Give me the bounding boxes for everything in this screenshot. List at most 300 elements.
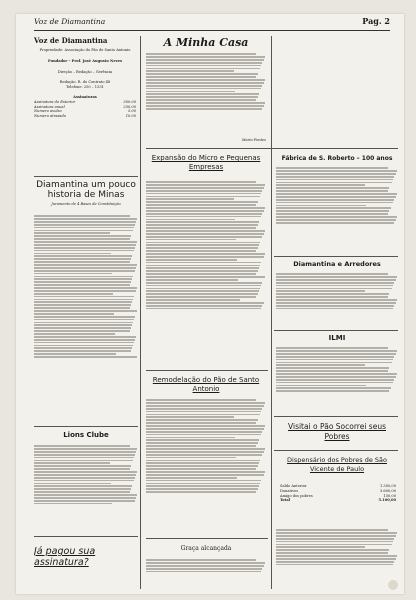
illegible-text-line: [276, 535, 396, 537]
illegible-text-line: [146, 267, 259, 269]
illegible-text-line: [146, 488, 258, 490]
illegible-text-line: [146, 201, 258, 203]
illegible-text-line: [34, 310, 137, 312]
illegible-text-line: [276, 387, 391, 389]
illegible-text-line: [34, 253, 111, 255]
illegible-text-line: [146, 259, 237, 261]
divider: [146, 148, 398, 149]
illegible-text-line: [34, 284, 130, 286]
column-rule-left: [140, 36, 141, 589]
illegible-text-line: [34, 290, 136, 292]
illegible-text-line: [34, 322, 133, 324]
illegible-text-line: [146, 485, 259, 487]
illegible-text-line: [146, 483, 260, 485]
illegible-text-line: [34, 488, 131, 490]
illegible-text-line: [146, 399, 256, 401]
illegible-text-line: [146, 308, 261, 310]
illegible-text-line: [146, 76, 256, 78]
illegible-text-line: [146, 56, 265, 58]
illegible-text-line: [34, 457, 134, 459]
illegible-text-line: [34, 307, 130, 309]
illegible-text-line: [34, 485, 132, 487]
ilmi-title: ILMI: [328, 334, 346, 342]
illegible-text-line: [146, 285, 261, 287]
expansion-body: [146, 180, 266, 366]
illegible-text-line: [276, 182, 392, 184]
divider: [274, 256, 398, 257]
illegible-text-line: [276, 370, 388, 372]
illegible-text-line: [146, 474, 264, 476]
illegible-text-line: [146, 457, 236, 459]
illegible-text-line: [34, 273, 112, 275]
illegible-text-line: [146, 79, 265, 81]
illegible-text-line: [276, 308, 393, 310]
illegible-text-line: [146, 190, 262, 192]
illegible-text-line: [276, 367, 389, 369]
illegible-text-line: [34, 342, 134, 344]
illegible-text-line: [146, 471, 265, 473]
illegible-text-line: [276, 196, 396, 198]
lions-article-body: [34, 444, 138, 532]
illegible-text-line: [276, 290, 365, 292]
illegible-text-line: [34, 494, 137, 496]
masthead-line-2: Direção – Redação – Gerência: [57, 69, 113, 74]
masthead-box: [34, 36, 136, 174]
graca-title: Graça alcançada: [180, 545, 232, 552]
illegible-text-line: [146, 416, 234, 418]
remodel-body: [146, 398, 266, 534]
illegible-text-line: [146, 198, 234, 200]
illegible-text-line: [146, 193, 261, 195]
illegible-text-line: [146, 73, 258, 75]
minas-title: Diamantina um pouco historia de Minas: [36, 180, 136, 200]
illegible-text-line: [146, 422, 256, 424]
masthead-title: Voz de Diamantina: [34, 36, 108, 45]
illegible-text-line: [146, 431, 262, 433]
illegible-text-line: [146, 425, 265, 427]
illegible-text-line: [146, 213, 262, 215]
illegible-text-line: [146, 565, 264, 567]
illegible-text-line: [276, 552, 388, 554]
subscription-reminder: [34, 546, 138, 576]
rate-value: 250.00: [123, 104, 136, 109]
illegible-text-line: [146, 282, 262, 284]
illegible-text-line: [146, 219, 235, 221]
row-value: 5.100,00: [378, 498, 396, 503]
illegible-text-line: [276, 347, 388, 349]
illegible-text-line: [146, 181, 256, 183]
illegible-text-line: [146, 299, 240, 301]
illegible-text-line: [276, 282, 394, 284]
illegible-text-line: [276, 299, 397, 301]
arredores-heading: [276, 260, 398, 270]
fabrica-heading: [276, 154, 398, 164]
illegible-text-line: [34, 232, 110, 234]
remodel-title: Remodelação do Pão de Santo Antonio: [152, 376, 260, 393]
illegible-text-line: [146, 442, 258, 444]
illegible-text-line: [34, 244, 136, 246]
illegible-text-line: [146, 305, 262, 307]
divider: [146, 538, 268, 539]
rate-label: Assinatura do Exterior: [34, 99, 76, 104]
illegible-text-line: [34, 261, 130, 263]
illegible-text-line: [34, 480, 134, 482]
poem-title: A Minha Casa: [163, 36, 249, 49]
illegible-text-line: [34, 250, 134, 252]
minas-article-body: [34, 214, 138, 422]
page-stain: [388, 580, 398, 590]
ilmi-heading: [276, 334, 398, 344]
illegible-text-line: [146, 62, 262, 64]
visitai-heading: [276, 422, 398, 446]
illegible-text-line: [146, 273, 256, 275]
illegible-text-line: [276, 288, 392, 290]
dispensario-heading: [276, 456, 398, 480]
illegible-text-line: [34, 345, 133, 347]
illegible-text-line: [146, 65, 261, 67]
arredores-title: Diamantina e Arredores: [293, 260, 381, 268]
illegible-text-line: [276, 285, 393, 287]
poem-author: Mario Fontes: [241, 138, 266, 142]
illegible-text-line: [276, 273, 388, 275]
illegible-text-line: [146, 227, 256, 229]
illegible-text-line: [276, 558, 396, 560]
illegible-text-line: [34, 278, 132, 280]
illegible-text-line: [276, 359, 393, 361]
illegible-text-line: [146, 70, 234, 72]
masthead-line-4: Telefone: 250 – 1531: [66, 85, 104, 90]
illegible-text-line: [146, 102, 265, 104]
illegible-text-line: [276, 390, 389, 392]
illegible-text-line: [276, 222, 394, 224]
illegible-text-line: [276, 546, 365, 548]
expansion-heading: [146, 154, 266, 178]
illegible-text-line: [34, 301, 132, 303]
poem-right-column: [276, 36, 398, 144]
illegible-text-line: [146, 196, 260, 198]
minas-heading: [34, 180, 138, 212]
divider: [146, 370, 268, 371]
divider: [274, 416, 398, 417]
illegible-text-line: [146, 242, 260, 244]
illegible-text-line: [146, 184, 265, 186]
illegible-text-line: [34, 218, 137, 220]
illegible-text-line: [146, 439, 259, 441]
illegible-text-line: [34, 347, 132, 349]
illegible-text-line: [146, 290, 259, 292]
divider: [274, 450, 398, 451]
illegible-text-line: [146, 265, 260, 267]
illegible-text-line: [34, 238, 130, 240]
illegible-text-line: [146, 239, 236, 241]
poem-body: [146, 52, 266, 138]
dispensario-table: [280, 484, 396, 524]
illegible-text-line: [146, 568, 262, 570]
illegible-text-line: [276, 544, 392, 546]
lions-title: Lions Clube: [63, 431, 109, 439]
illegible-text-line: [34, 281, 131, 283]
illegible-text-line: [34, 241, 137, 243]
illegible-text-line: [146, 93, 259, 95]
illegible-text-line: [276, 179, 393, 181]
illegible-text-line: [34, 500, 135, 502]
illegible-text-line: [146, 288, 260, 290]
rate-label: Assinatura anual: [34, 104, 65, 109]
illegible-text-line: [276, 176, 394, 178]
illegible-text-line: [276, 541, 393, 543]
illegible-text-line: [34, 299, 133, 301]
illegible-text-line: [34, 471, 137, 473]
illegible-text-line: [146, 68, 260, 70]
illegible-text-line: [34, 465, 131, 467]
illegible-text-line: [34, 350, 131, 352]
graca-heading: [146, 544, 266, 556]
illegible-text-line: [276, 549, 389, 551]
dispensario-body: [276, 528, 398, 582]
column-rule-right: [271, 36, 272, 589]
illegible-text-line: [34, 304, 131, 306]
divider: [274, 330, 398, 331]
row-label: Amigo dos pobres: [280, 493, 313, 498]
illegible-text-line: [146, 559, 256, 561]
illegible-text-line: [34, 451, 136, 453]
page-header: [34, 14, 390, 31]
illegible-text-line: [276, 532, 397, 534]
illegible-text-line: [34, 267, 136, 269]
illegible-text-line: [276, 350, 397, 352]
illegible-text-line: [146, 477, 237, 479]
illegible-text-line: [34, 353, 116, 355]
row-value: 3.600,00: [379, 488, 396, 493]
illegible-text-line: [146, 233, 264, 235]
rate-value: 10.00: [125, 114, 136, 119]
illegible-text-line: [34, 491, 130, 493]
illegible-text-line: [276, 385, 366, 387]
rate-value: 5.00: [127, 109, 136, 114]
illegible-text-line: [146, 221, 259, 223]
illegible-text-line: [34, 336, 136, 338]
illegible-text-line: [34, 255, 132, 257]
illegible-text-line: [146, 204, 256, 206]
illegible-text-line: [146, 108, 262, 110]
illegible-text-line: [146, 454, 262, 456]
minas-subtitle: Juramento de 4 Bases de Constituição: [51, 202, 121, 206]
illegible-text-line: [34, 235, 131, 237]
illegible-text-line: [146, 293, 258, 295]
newspaper-page: [16, 14, 404, 594]
illegible-text-line: [146, 59, 264, 61]
illegible-text-line: [34, 324, 132, 326]
illegible-text-line: [146, 262, 261, 264]
reminder-title: Já pagou sua assinatura?: [34, 546, 96, 568]
page-number: Pag. 2: [362, 16, 390, 26]
illegible-text-line: [146, 270, 258, 272]
illegible-text-line: [146, 53, 256, 55]
illegible-text-line: [146, 91, 235, 93]
illegible-text-line: [146, 571, 261, 573]
illegible-text-line: [146, 253, 265, 255]
illegible-text-line: [34, 215, 130, 217]
illegible-text-line: [276, 356, 394, 358]
illegible-text-line: [146, 207, 265, 209]
illegible-text-line: [276, 199, 394, 201]
illegible-text-line: [34, 224, 135, 226]
illegible-text-line: [146, 256, 264, 258]
illegible-text-line: [146, 448, 265, 450]
rate-label: Numero atrasado: [34, 114, 66, 119]
illegible-text-line: [34, 330, 130, 332]
illegible-text-line: [146, 491, 256, 493]
illegible-text-line: [146, 187, 264, 189]
illegible-text-line: [276, 293, 389, 295]
illegible-text-line: [34, 264, 137, 266]
illegible-text-line: [34, 296, 134, 298]
illegible-text-line: [276, 555, 397, 557]
illegible-text-line: [146, 408, 262, 410]
illegible-text-line: [276, 529, 388, 531]
illegible-text-line: [34, 258, 131, 260]
row-label: Saldo Anterior: [280, 484, 307, 488]
illegible-text-line: [146, 276, 265, 278]
illegible-text-line: [276, 213, 388, 215]
illegible-text-line: [276, 184, 365, 186]
illegible-text-line: [146, 405, 264, 407]
masthead-line-3: Redação: R. do Contrato 48: [59, 80, 111, 85]
illegible-text-line: [34, 460, 133, 462]
illegible-text-line: [146, 210, 264, 212]
illegible-text-line: [34, 319, 134, 321]
illegible-text-line: [34, 497, 136, 499]
illegible-text-line: [276, 538, 394, 540]
illegible-text-line: [146, 428, 264, 430]
illegible-text-line: [146, 414, 260, 416]
arredores-body: [276, 272, 398, 326]
illegible-text-line: [146, 230, 265, 232]
illegible-text-line: [146, 411, 261, 413]
illegible-text-line: [146, 419, 258, 421]
row-label: Donativos: [280, 488, 299, 493]
header-title: Voz de Diamantina: [34, 17, 106, 26]
illegible-text-line: [146, 82, 264, 84]
illegible-text-line: [146, 216, 261, 218]
illegible-text-line: [276, 373, 397, 375]
illegible-text-line: [276, 173, 396, 175]
illegible-text-line: [146, 250, 256, 252]
illegible-text-line: [146, 460, 260, 462]
ilmi-body: [276, 346, 398, 412]
illegible-text-line: [34, 339, 135, 341]
illegible-text-line: [34, 462, 110, 464]
illegible-text-line: [146, 445, 256, 447]
illegible-text-line: [34, 448, 137, 450]
illegible-text-line: [146, 302, 264, 304]
illegible-text-line: [146, 279, 238, 281]
illegible-text-line: [276, 276, 397, 278]
illegible-text-line: [276, 202, 393, 204]
row-label: Total: [280, 498, 291, 503]
illegible-text-line: [146, 85, 262, 87]
illegible-text-line: [276, 364, 365, 366]
rate-row: [34, 114, 136, 119]
fabrica-body: [276, 166, 398, 252]
illegible-text-line: [34, 483, 111, 485]
illegible-text-line: [146, 105, 264, 107]
illegible-text-line: [276, 564, 393, 566]
illegible-text-line: [34, 454, 135, 456]
remodel-heading: [146, 376, 266, 396]
illegible-text-line: [276, 376, 396, 378]
illegible-text-line: [276, 216, 397, 218]
divider: [34, 176, 138, 177]
fabrica-title: Fábrica de S. Roberto – 100 anos: [281, 155, 393, 162]
lions-heading: [34, 430, 138, 442]
illegible-text-line: [34, 221, 136, 223]
illegible-text-line: [34, 230, 133, 232]
illegible-text-line: [276, 190, 388, 192]
illegible-text-line: [276, 207, 391, 209]
illegible-text-line: [34, 333, 115, 335]
illegible-text-line: [276, 167, 388, 169]
row-value: 150,00: [383, 493, 396, 498]
illegible-text-line: [276, 382, 393, 384]
illegible-text-line: [34, 227, 134, 229]
illegible-text-line: [34, 316, 135, 318]
divider: [34, 536, 138, 537]
visitai-title: Visitai o Pão Socorrei seus Pobres: [288, 422, 386, 441]
illegible-text-line: [146, 224, 258, 226]
illegible-text-line: [276, 302, 396, 304]
illegible-text-line: [276, 193, 397, 195]
masthead-line-1: Fundador – Prof. José Augusto Neves: [47, 58, 123, 63]
illegible-text-line: [146, 451, 264, 453]
illegible-text-line: [276, 561, 394, 563]
illegible-text-line: [34, 287, 137, 289]
rate-value: 300.00: [123, 99, 136, 104]
divider: [34, 426, 138, 427]
illegible-text-line: [34, 468, 130, 470]
illegible-text-line: [34, 445, 130, 447]
illegible-text-line: [276, 210, 389, 212]
illegible-text-line: [276, 305, 394, 307]
illegible-text-line: [146, 88, 261, 90]
expansion-title: Expansão do Micro e Pequenas Empresas: [151, 154, 261, 171]
illegible-text-line: [146, 247, 258, 249]
graca-body: [146, 558, 266, 582]
row-value: 1.350,00: [379, 484, 396, 488]
rates-label: Assinaturas: [73, 94, 97, 99]
illegible-text-line: [146, 402, 265, 404]
illegible-text-line: [146, 562, 265, 564]
illegible-text-line: [276, 362, 392, 364]
illegible-text-line: [34, 503, 112, 505]
illegible-text-line: [146, 96, 258, 98]
illegible-text-line: [34, 477, 135, 479]
illegible-text-line: [146, 462, 259, 464]
illegible-text-line: [34, 276, 133, 278]
illegible-text-line: [276, 170, 397, 172]
illegible-text-line: [146, 434, 261, 436]
dispensario-row: [280, 498, 396, 503]
illegible-text-line: [34, 270, 135, 272]
illegible-text-line: [34, 327, 131, 329]
illegible-text-line: [34, 313, 114, 315]
illegible-text-line: [34, 474, 136, 476]
illegible-text-line: [276, 296, 388, 298]
illegible-text-line: [146, 437, 235, 439]
illegible-text-line: [34, 356, 137, 358]
illegible-text-line: [276, 187, 389, 189]
rate-label: Numero avulso: [34, 109, 62, 114]
